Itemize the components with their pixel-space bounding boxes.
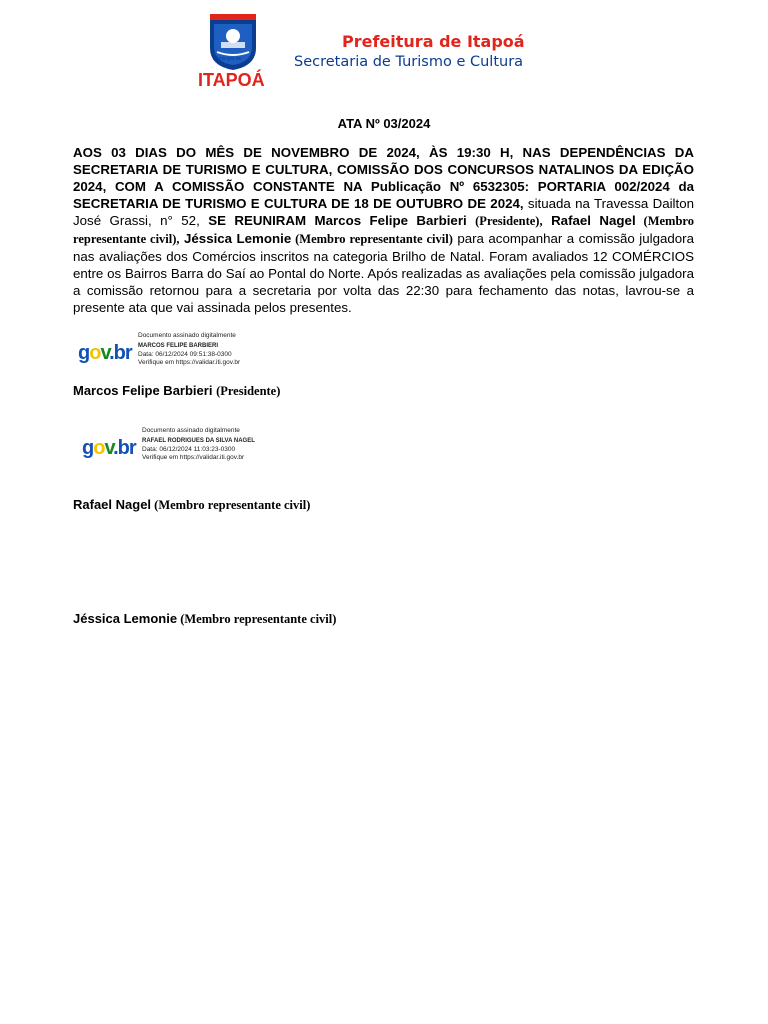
member-lemonie: Jéssica Lemonie: [179, 231, 292, 246]
signer-name: Jéssica Lemonie: [73, 611, 178, 626]
signer-role: (Membro representante civil): [177, 612, 337, 626]
svg-text:gov.br: gov.br: [78, 342, 132, 364]
role-member-1: (Membro representante civil),: [73, 214, 694, 246]
digital-signature-1: [78, 332, 278, 372]
signature-verify-link[interactable]: Verifique em https://validar.iti.gov.br: [138, 359, 241, 366]
digital-signature-2: [82, 427, 282, 467]
signer-name: Rafael Nagel: [73, 497, 152, 512]
signature-verify-link[interactable]: Verifique em https://validar.iti.gov.br: [142, 454, 245, 461]
address-text: situada na Travessa Dailton José Grassi, n° 52,: [73, 196, 694, 228]
closing-text: para acompanhar a comissão julgadora nas avaliações dos Comércios inscritos na categoria Brilho de Natal. Foram avaliados 12 COMÉRCIOS entre os Bairros Barra do Saí ao Pontal do Norte. Após realizadas as avaliações pela comissão julgadora a comissão retornou para a secretaria por volta das 22:30 para fechamento das notas, lavrou-se a presente ata que vai assinada pelos presentes.: [73, 231, 694, 315]
svg-text:gov.br: gov.br: [82, 437, 136, 459]
signature-doc-label: Documento assinado digitalmente: [142, 427, 240, 434]
signature-doc-label: Documento assinado digitalmente: [138, 332, 236, 339]
signer-role: (Presidente): [216, 384, 281, 398]
page-title: ATA Nº 03/2024: [337, 116, 431, 131]
govbr-logo-icon: [78, 338, 138, 366]
signature-date: Data: 06/12/2024 11:03:23-0300: [142, 446, 236, 453]
opening-text: AOS 03 DIAS DO MÊS DE NOVEMBRO DE 2024, ÀS 19:30 H, NAS DEPENDÊNCIAS DA SECRETARIA DE TURISMO E CULTURA, COMISSÃO DOS CONCURSOS NATALINOS DA EDIÇÃO 2024, COM A COMISSÃO CONSTANTE NA Publicação Nº 6532305: PORTARIA 002/2024 da SECRETARIA DE TURISMO E CULTURA DE 18 DE OUTUBRO DE 2024,: [73, 145, 694, 211]
govbr-logo-icon: [82, 433, 142, 461]
letterhead: [195, 14, 595, 94]
signer-jessica: [73, 611, 336, 627]
role-president: (Presidente),: [475, 214, 543, 228]
met-text: SE REUNIRAM Marcos Felipe Barbieri: [208, 213, 476, 228]
minutes-paragraph: [73, 144, 694, 316]
prefeitura-title: Prefeitura de Itapoá: [342, 32, 525, 51]
signature-name: RAFAEL RODRIGUES DA SILVA NAGEL: [142, 438, 255, 444]
member-nagel: Rafael Nagel: [542, 213, 636, 228]
crest-name: ITAPOÁ: [198, 70, 265, 90]
signer-marcos: [73, 383, 280, 399]
role-member-2: (Membro representante civil): [291, 232, 453, 246]
signature-name: MARCOS FELIPE BARBIERI: [138, 343, 219, 349]
signer-name: Marcos Felipe Barbieri: [73, 383, 217, 398]
signer-role: (Membro representante civil): [151, 498, 311, 512]
secretaria-subtitle: Secretaria de Turismo e Cultura: [294, 54, 524, 70]
crest-caption: Município de: [213, 56, 242, 62]
signer-rafael: [73, 497, 310, 513]
signature-date: Data: 06/12/2024 09:51:38-0300: [138, 351, 232, 358]
